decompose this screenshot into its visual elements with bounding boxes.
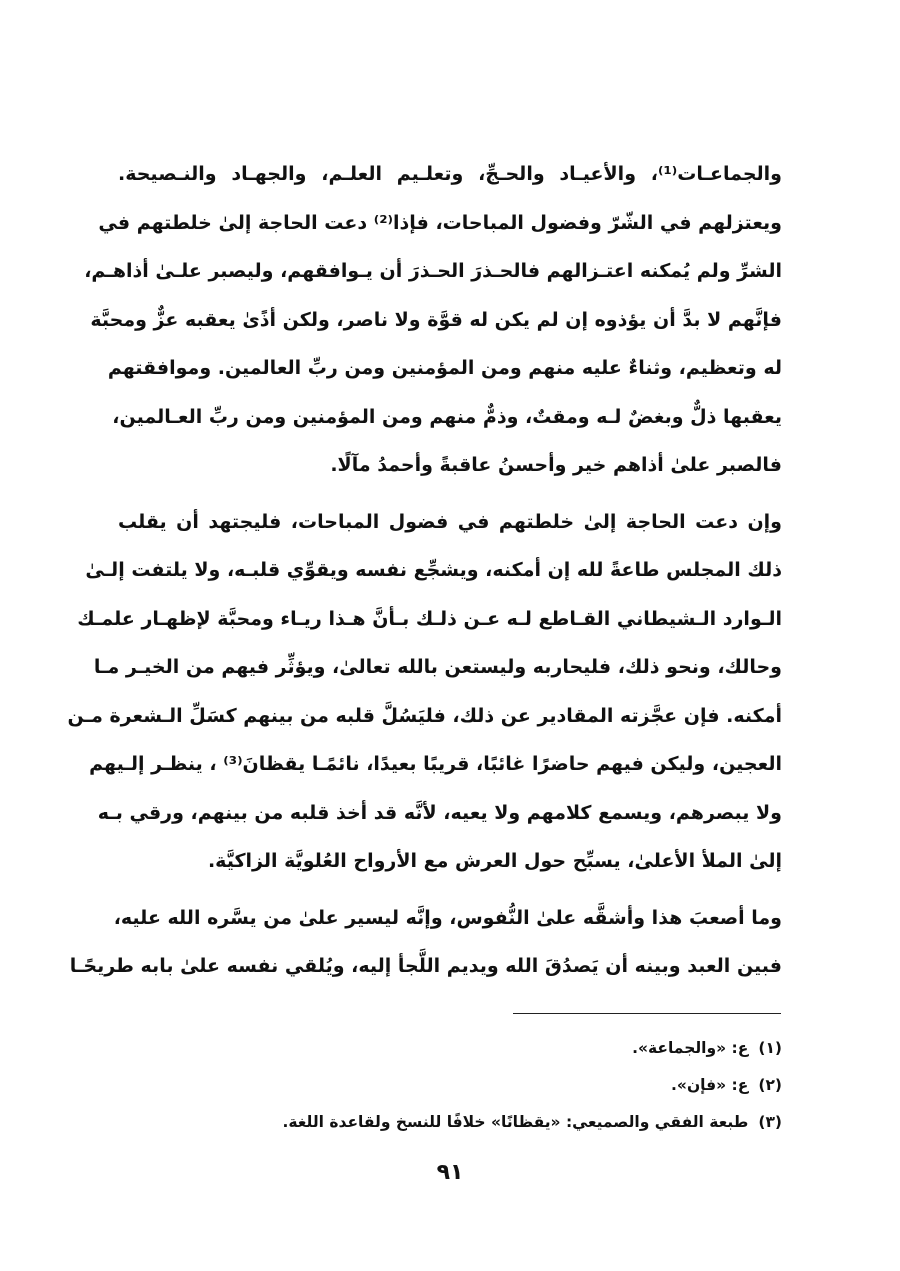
text-line: الـوارد الـشيطاني القـاطع لـه عـن ذلـك بـأنَّ هـذا ريـاء ومحبَّة لإظهـار علمـك [77,607,782,630]
text-line: ويعتزلهم في الشّرّ وفضول المباحات، فإذا⁽²⁾ دعت الحاجة إلىٰ خلطتهم في [98,211,782,234]
page-number: ٩١ [436,1160,464,1185]
text-line: الشرِّ ولم يُمكنه اعتـزالهم فالحـذرَ الحـذرَ أن يـوافقهم، وليصبر علـىٰ أذاهـم، [84,260,782,282]
footnote-number: (٣) [758,1113,782,1131]
text-line: وحالك، ونحو ذلك، فليحاربه وليستعن بالله تعالىٰ، ويؤثِّر فيهم من الخيـر مـا [93,656,782,678]
footnotes [118,1030,782,1141]
paragraph-gap [118,490,782,498]
paragraph-1 [84,150,782,490]
footnote-number: (٢) [758,1076,782,1094]
text-line: يعقبها ذلٌّ وبغضٌ لـه ومقتٌ، وذمٌّ منهم ومن المؤمنين ومن ربِّ العـالمين، [112,405,782,428]
footnote-text: ع: «فإن». [671,1076,749,1094]
text-line: والجماعـات⁽¹⁾، والأعيـاد والحـجِّ، وتعلـيم العلـم، والجهـاد والنـصيحة. [118,163,782,185]
paragraph-gap [118,886,782,894]
text-line: وإن دعت الحاجة إلىٰ خلطتهم في فضول المباحات، فليجتهد أن يقلب [118,510,782,533]
footnote-text: طبعة الفقي والصميعي: «يقظانًا» خلافًا للنسخ ولقاعدة اللغة. [282,1113,749,1131]
text-line: أمكنه. فإن عجَّزته المقادير عن ذلك، فليَسُلَّ قلبه من بينهم كسَلِّ الـشعرة مـن [67,704,782,727]
text-line: فإنَّهم لا بدَّ أن يؤذوه إن لم يكن له قوَّة ولا ناصر، ولكن أذًىٰ يعقبه عزٌّ ومحبَّة [90,308,782,331]
footnote-3 [118,1104,782,1141]
text-line: وما أصعبَ هذا وأشقَّه علىٰ النُّفوس، وإنَّه ليسير علىٰ من يسَّره الله عليه، [113,906,782,929]
text-line: إلىٰ الملأ الأعلىٰ، يسبِّح حول العرش مع الأرواح العُلويَّة الزاكيَّة. [207,850,782,872]
footnote-1 [118,1030,782,1067]
footnote-text: ع: «والجماعة». [632,1039,749,1057]
footnote-2 [118,1067,782,1104]
footnote-number: (١) [758,1039,782,1057]
text-line: العجين، وليكن فيهم حاضرًا غائبًا، قريبًا بعيدًا، نائمًـا يقظانَ⁽³⁾ ، ينظـر إلـيهم [89,753,782,775]
text-line: فالصبر علىٰ أذاهم خير وأحسنُ عاقبةً وأحمدُ مآلًا. [330,454,782,476]
text-line: ولا يبصرهم، ويسمع كلامهم ولا يعيه، لأنَّه قد أخذ قلبه من بينهم، ورقي بـه [97,801,782,824]
paragraph-3 [69,894,782,991]
footnote-separator [513,1013,781,1014]
text-line: ذلك المجلس طاعةً لله إن أمكنه، ويشجِّع نفسه ويقوِّي قلبـه، ولا يلتفت إلـىٰ [85,559,782,581]
text-line: له وتعظيم، وثناءٌ عليه منهم ومن المؤمنين ومن ربِّ العالمين. وموافقتهم [107,357,782,379]
text-line: فبين العبد وبينه أن يَصدُقَ الله ويديم اللَّجأ إليه، ويُلقي نفسه علىٰ بابه طريحًـا [69,955,782,977]
body-text [67,150,782,991]
paragraph-2 [67,498,782,886]
